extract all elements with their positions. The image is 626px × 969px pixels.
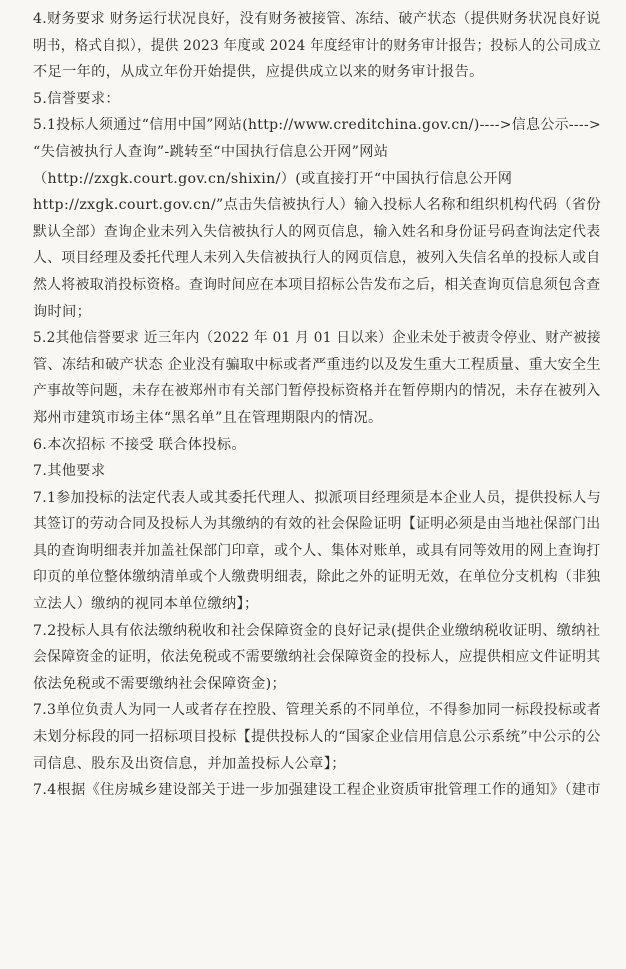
text-line: 产事故等问题，未存在被郑州市有关部门暂停投标资格并在暂停期内的情况，未存在被列入 (33, 383, 601, 400)
text-line: 明书，格式自拟），提供 2023 年度或 2024 年度经审计的财务审计报告；投标人的公司成立 (33, 37, 602, 54)
section-5-1-credit-check (33, 112, 601, 325)
text-line: 印页的单位整体缴纳清单或个人缴费明细表，除此之外的证明无效，在单位分支机构（非独 (33, 569, 601, 586)
text-line: 未划分标段的同一招标项目投标【提供投标人的“国家企业信用信息公示系统”中公示的公 (33, 729, 601, 746)
text-line: 6.本次招标 不接受 联合体投标。 (33, 436, 246, 453)
text-line: 7.3单位负责人为同一人或者存在控股、管理关系的不同单位，不得参加同一标段投标或者 (33, 702, 602, 719)
section-7-1-personnel (33, 485, 601, 618)
text-line: 默认全部）查询企业未列入失信被执行人的网页信息，输入姓名和身份证号码查询法定代表 (33, 223, 601, 240)
text-line: 询时间； (33, 303, 92, 320)
text-line: （http://zxgk.court.gov.cn/shixin/）(或直接打开“中国执行信息公开网 (33, 170, 513, 187)
text-line: 其签订的劳动合同及投标人为其缴纳的有效的社会保险证明【证明必须是由当地社保部门出 (33, 516, 601, 533)
text-line: 7.1参加投标的法定代表人或其委托代理人、拟派项目经理须是本企业人员，提供投标人与 (33, 489, 602, 506)
text-line: 4.财务要求 财务运行状况良好，没有财务被接管、冻结、破产状态（提供财务状况良好说 (33, 11, 601, 27)
text-line: 会保障资金的证明，依法免税或不需要缴纳社会保障资金的投标人，应提供相应文件证明其 (33, 649, 601, 666)
section-heading: 5.信誉要求： (33, 90, 120, 107)
text-line: 人、项目经理及委托代理人未列入失信被执行人的网页信息，被列入失信名单的投标人或自 (33, 250, 601, 267)
section-5-credit-heading (33, 86, 601, 113)
text-line: 5.2其他信誉要求 近三年内（2022 年 01 月 01 日以来）企业未处于被责令停业、财产被接 (33, 330, 601, 347)
text-line: 7.2投标人具有依法缴纳税收和社会保障资金的良好记录(提供企业缴纳税收证明、缴纳社 (33, 622, 601, 639)
text-line: 然人将被取消投标资格。查询时间应在本项目招标公告发布之后，相关查询页信息须包含查 (33, 276, 601, 293)
text-line: 立法人）缴纳的视同本单位缴纳】； (33, 596, 259, 613)
section-heading: 7.其他要求 (33, 463, 106, 480)
text-line: http://zxgk.court.gov.cn/”点击失信被执行人）输入投标人名称和组织机构代码（省份 (33, 197, 601, 214)
text-line: 司信息、股东及出资信息，并加盖投标人公章】； (33, 755, 346, 772)
text-line: 5.1投标人须通过“信用中国”网站(http://www.creditchina.gov.cn/)---->信息公示----> (33, 117, 602, 134)
text-line: 郑州市建筑市场主体“黑名单”且在管理期限内的情况。 (33, 409, 383, 426)
text-line: “失信被执行人查询”-跳转至“中国执行信息公开网”网站 (33, 143, 389, 160)
section-4-financial-requirements (33, 6, 601, 86)
text-line: 依法免税或不需要缴纳社会保障资金)； (33, 675, 287, 692)
section-7-4-qualification (33, 777, 601, 804)
section-5-2-other-credit (33, 325, 601, 431)
text-line: 7.4根据《住房城乡建设部关于进一步加强建设工程企业资质审批管理工作的通知》（建市 (33, 782, 601, 799)
text-line: 具的查询明细表并加盖社保部门印章，或个人、集体对账单，或具有同等效用的网上查询打 (33, 542, 601, 559)
section-7-other-heading (33, 458, 601, 485)
document-body (33, 6, 601, 804)
section-7-2-tax-social-security (33, 618, 601, 698)
section-7-3-related-units (33, 697, 601, 777)
text-line: 不足一年的，从成立年份开始提供，应提供成立以来的财务审计报告。 (33, 64, 484, 81)
text-line: 管、冻结和破产状态 企业没有骗取中标或者严重违约以及发生重大工程质量、重大安全生 (33, 356, 601, 373)
section-6-joint-bid (33, 432, 601, 459)
